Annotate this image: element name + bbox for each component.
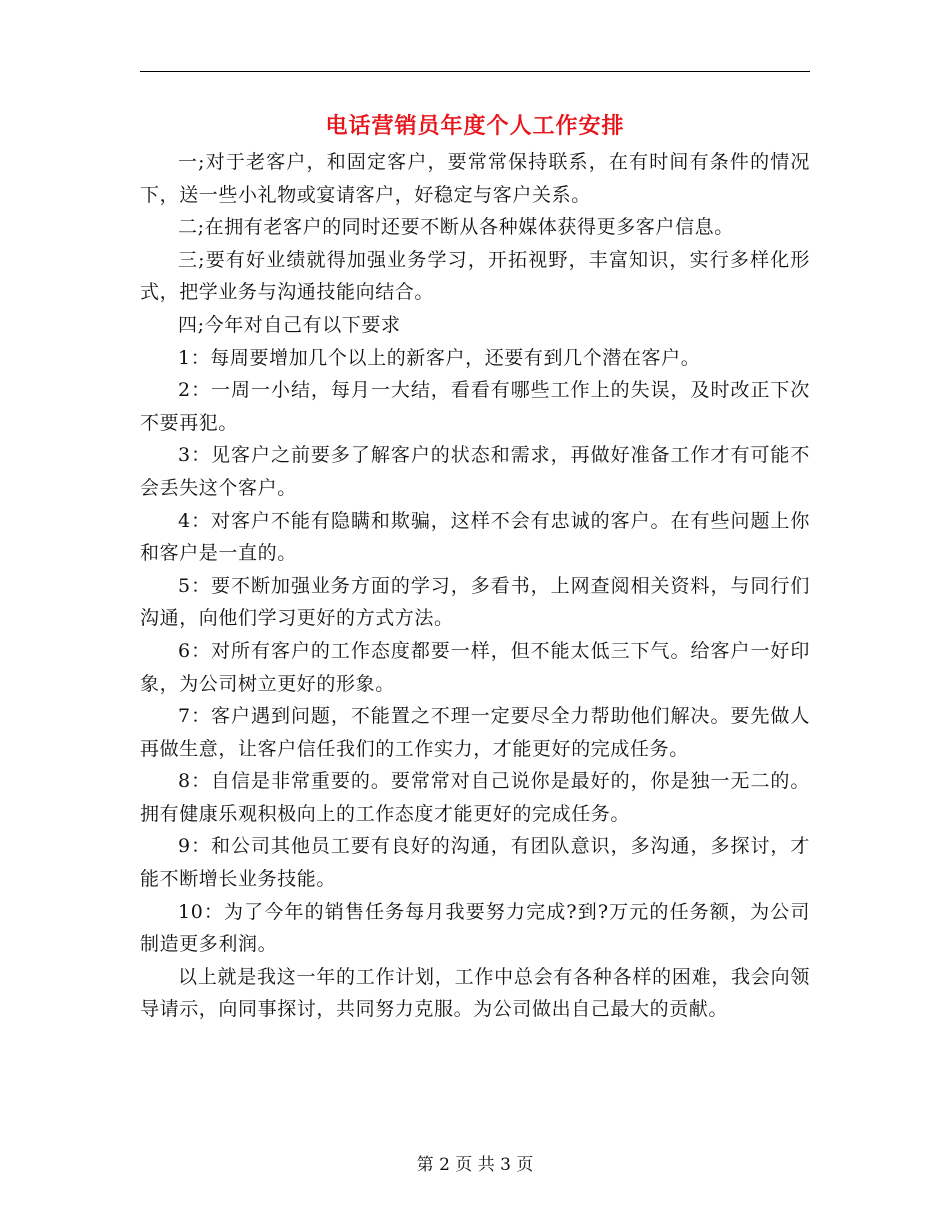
header-rule <box>140 71 810 72</box>
paragraph: 10：为了今年的销售任务每月我要努力完成?到?万元的任务额，为公司制造更多利润。 <box>140 900 810 956</box>
paragraph: 四;今年对自己有以下要求 <box>178 313 401 336</box>
paragraph: 7：客户遇到问题，不能置之不理一定要尽全力帮助他们解决。要先做人再做生意，让客户信任我们的工作实力，才能更好的完成任务。 <box>140 705 810 760</box>
paragraph: 5：要不断加强业务方面的学习，多看书，上网查阅相关资料，与同行们沟通，向他们学习更好的方式方法。 <box>140 574 810 630</box>
page-number: 第 2 页 共 3 页 <box>416 1155 534 1175</box>
paragraph: 2：一周一小结，每月一大结，看看有哪些工作上的失误，及时改正下次不要再犯。 <box>140 379 810 434</box>
paragraph: 9：和公司其他员工要有良好的沟通，有团队意识，多沟通，多探讨，才能不断增长业务技能。 <box>140 835 810 891</box>
document-title: 电话营销员年度个人工作安排 <box>325 113 625 139</box>
paragraph: 6：对所有客户的工作态度都要一样，但不能太低三下气。给客户一好印象，为公司树立更好的形象。 <box>140 639 810 695</box>
paragraph: 一;对于老客户，和固定客户，要常常保持联系，在有时间有条件的情况下，送一些小礼物或宴请客户，好稳定与客户关系。 <box>140 151 810 206</box>
paragraph: 1：每周要增加几个以上的新客户，还要有到几个潜在客户。 <box>178 346 701 369</box>
paragraph: 8：自信是非常重要的。要常常对自己说你是最好的，你是独一无二的。拥有健康乐观积极向上的工作态度才能更好的完成任务。 <box>140 770 810 825</box>
paragraph: 三;要有好业绩就得加强业务学习，开拓视野，丰富知识，实行多样化形式，把学业务与沟通技能向结合。 <box>140 248 810 304</box>
page-footer <box>0 1152 950 1178</box>
paragraph: 3：见客户之前要多了解客户的状态和需求，再做好准备工作才有可能不会丢失这个客户。 <box>140 444 810 499</box>
document-body <box>140 146 810 1026</box>
paragraph: 4：对客户不能有隐瞒和欺骗，这样不会有忠诚的客户。在有些问题上你和客户是一直的。 <box>140 509 810 565</box>
paragraph: 以上就是我这一年的工作计划，工作中总会有各种各样的困难，我会向领导请示，向同事探讨，共同努力克服。为公司做出自己最大的贡献。 <box>140 965 810 1021</box>
paragraph: 二;在拥有老客户的同时还要不断从各种媒体获得更多客户信息。 <box>178 216 734 239</box>
